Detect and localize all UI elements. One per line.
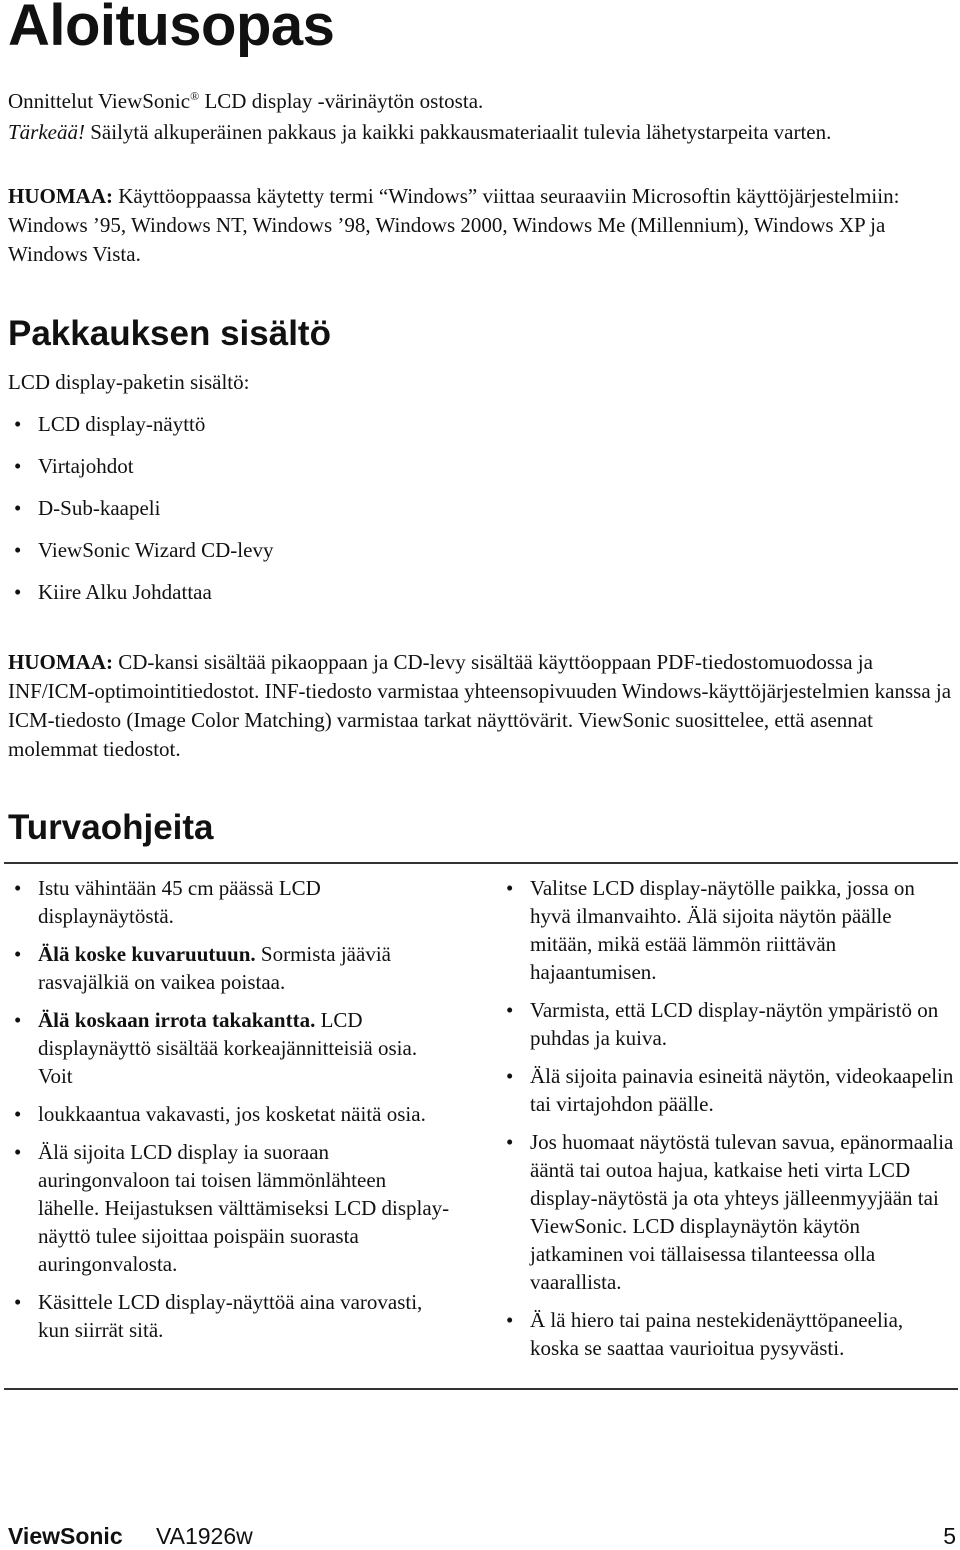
list-item: • LCD display-näyttö: [14, 410, 273, 438]
list-item: • Istu vähintään 45 cm päässä LCD displaynäytöstä.: [14, 874, 450, 930]
intro-important: Tärkeää! Säilytä alkuperäinen pakkaus ja kaikki pakkausmateriaalit tulevia lähetystarpeita varten.: [8, 120, 832, 144]
list-item: • loukkaantua vakavasti, jos kosketat näitä osia.: [14, 1100, 450, 1128]
list-item: • Valitse LCD display-näytölle paikka, jossa on hyvä ilmanvaihto. Älä sijoita näytön päälle mitään, mikä estää lämmön riittävän hajaantumisen.: [506, 874, 956, 986]
list-item: • ViewSonic Wizard CD-levy: [14, 536, 273, 564]
list-item: • Varmista, että LCD display-näytön ympäristö on puhdas ja kuiva.: [506, 996, 956, 1052]
list-item: • Ä lä hiero tai paina nestekidenäyttöpaneelia, koska se saattaa vaurioitua pysyvästi.: [506, 1306, 956, 1362]
intro-congrats: Onnittelut ViewSonic® LCD display -värinäytön ostosta.: [8, 89, 484, 113]
contents-lead: LCD display-paketin sisältö:: [8, 370, 250, 394]
page-title: Aloitusopas: [8, 0, 335, 58]
contents-note: HUOMAA: CD-kansi sisältää pikaoppaan ja CD-levy sisältää käyttöoppaan PDF-tiedostomuodossa ja INF/ICM-optimointitiedostot. INF-tiedosto varmistaa yhteensopivuuden Windows-käyttöjärjestelmien kanssa ja ICM-tiedosto (Image Color Matching) varmistaa tarkat näyttövärit. ViewSonic suosittelee, että asennat molemmat tiedostot.: [8, 650, 952, 761]
footer-brand: ViewSonic: [8, 1523, 123, 1549]
note-label: HUOMAA:: [8, 650, 113, 674]
note-label: HUOMAA:: [8, 184, 113, 208]
contents-list: [14, 410, 273, 620]
list-item: • Älä koskaan irrota takakantta. LCD displaynäyttö sisältää korkeajännitteisiä osia. Voit: [14, 1006, 450, 1090]
intro-note: HUOMAA: Käyttöoppaassa käytetty termi “Windows” viittaa seuraaviin Microsoftin käyttöjärjestelmiin: Windows ’95, Windows NT, Windows ’98, Windows 2000, Windows Me (Millennium), Windows XP ja Windows Vista.: [8, 184, 900, 266]
list-item: • Kiire Alku Johdattaa: [14, 578, 273, 606]
safety-list-right: [506, 874, 956, 1372]
safety-heading: Turvaohjeita: [8, 808, 214, 847]
footer-page-number: 5: [943, 1523, 956, 1549]
divider-bottom: [4, 1388, 958, 1390]
list-item: • Älä koske kuvaruutuun. Sormista jääviä rasvajälkiä on vaikea poistaa.: [14, 940, 450, 996]
list-item: • Älä sijoita LCD display ia suoraan auringonvaloon tai toisen lämmönlähteen lähelle. Heijastuksen välttämiseksi LCD display-näyttö tulee sijoittaa poispäin suorasta auringonvalosta.: [14, 1138, 450, 1278]
list-item: • D-Sub-kaapeli: [14, 494, 273, 522]
registered-mark: ®: [190, 89, 200, 103]
divider-top: [4, 862, 958, 864]
safety-list-left: [14, 874, 450, 1354]
footer-model: VA1926w: [156, 1523, 253, 1549]
contents-heading: Pakkauksen sisältö: [8, 314, 331, 353]
list-item: • Käsittele LCD display-näyttöä aina varovasti, kun siirrät sitä.: [14, 1288, 450, 1344]
important-label: Tärkeää!: [8, 120, 85, 144]
list-item: • Virtajohdot: [14, 452, 273, 480]
list-item: • Jos huomaat näytöstä tulevan savua, epänormaalia ääntä tai outoa hajua, katkaise heti virta LCD display-näytöstä ja ota yhteys jälleenmyyjään tai ViewSonic. LCD displaynäytön käytön jatkaminen voi tällaisessa tilanteessa olla vaarallista.: [506, 1128, 956, 1296]
list-item: • Älä sijoita painavia esineitä näytön, videokaapelin tai virtajohdon päälle.: [506, 1062, 956, 1118]
